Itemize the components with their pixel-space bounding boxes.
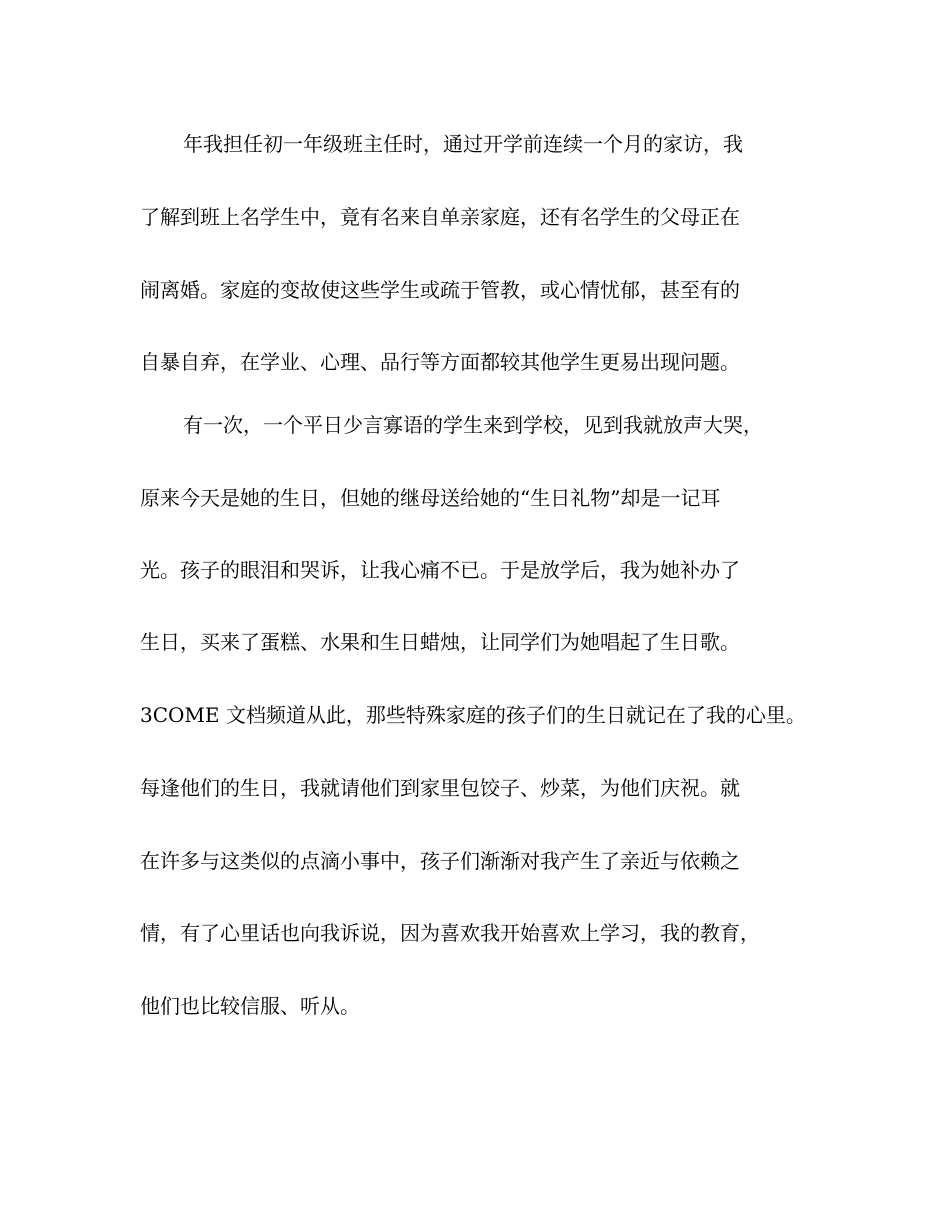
paragraph-2-line-6: 每逢他们的生日，我就请他们到家里包饺子、炒菜，为他们庆祝。就 [140,776,740,800]
paragraph-2-line-8: 情，有了心里话也向我诉说，因为喜欢我开始喜欢上学习，我的教育， [140,921,760,945]
paragraph-1-line-4: 自暴自弃，在学业、心理、品行等方面都较其他学生更易出现问题。 [140,350,740,374]
paragraph-1-line-1: 年我担任初一年级班主任时，通过开学前连续一个月的家访，我 [183,132,743,156]
paragraph-2-line-9: 他们也比较信服、听从。 [140,994,360,1018]
paragraph-2-line-1: 有一次，一个平日少言寡语的学生来到学校，见到我就放声大哭， [183,413,763,437]
paragraph-2-line-3: 光。孩子的眼泪和哭诉，让我心痛不已。于是放学后，我为她补办了 [140,558,740,582]
paragraph-1-line-3: 闹离婚。家庭的变故使这些学生或疏于管教，或心情忧郁，甚至有的 [140,278,740,302]
paragraph-1-line-2: 了解到班上名学生中，竟有名来自单亲家庭，还有名学生的父母正在 [140,205,740,229]
paragraph-2-line-4: 生日，买来了蛋糕、水果和生日蜡烛，让同学们为她唱起了生日歌。 [140,630,740,654]
paragraph-2-line-7: 在许多与这类似的点滴小事中，孩子们渐渐对我产生了亲近与依赖之 [140,849,740,873]
paragraph-2-line-5: 3COME 文档频道从此，那些特殊家庭的孩子们的生日就记在了我的心里。 [140,703,806,727]
paragraph-2-line-2: 原来今天是她的生日，但她的继母送给她的“生日礼物”却是一记耳 [140,486,721,510]
